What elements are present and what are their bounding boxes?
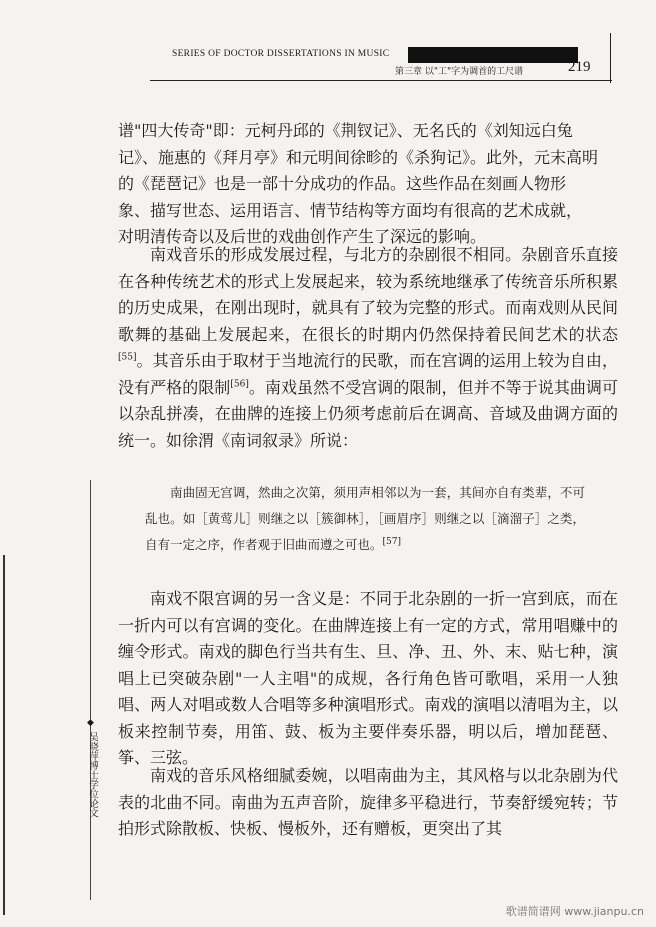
text-line: 象、描写世态、运用语言、情节结构等方面均有很高的艺术成就， — [118, 200, 583, 220]
quote-text: 南曲固无宫调，然曲之次第，须用声相邻以为一套，其间亦自有类辈，不可乱也。如［黄莺儿］则继之以［簇御林］，［画眉序］则继之以［滴溜子］之类，自有一定之序，作者观于旧曲而遵之可也。 — [145, 485, 585, 552]
footnote-ref: [55] — [118, 352, 137, 363]
paragraph-text: 南戏不限宫调的另一含义是：不同于北杂剧的一折一宫到底，而在一折内可以有宫调的变化。在曲牌连接上有一定的方式，常用唱赚中的缠令形式。南戏的脚色行当共有生、旦、净、丑、外、末、贴七种，演唱上已突破杂剧"一人主唱"的成规，各行角色皆可歌唱，采用一人独唱、两人对唱或数人合唱等多种演唱形式。南戏的演唱以清唱为主，以板来控制节奏，用笛、鼓、板为主要伴奏乐器，明以后，增加琵琶、筝、三弦。 — [118, 589, 618, 767]
text-line: 对明清传奇以及后世的戏曲创作产生了深远的影响。 — [118, 227, 487, 246]
side-rule — [90, 480, 91, 900]
text-run: 南戏音乐的形成发展过程，与北方的杂剧很不相同。杂剧音乐直接在各种传统艺术的形式上发展起来，较为系统地继承了传统音乐所积累的历史成果，在刚出现时，就具有了较为完整的形式。而南戏则从民间歌舞的基础上发展起来，在很长的时期内仍然保持着民间艺术的状态 — [118, 245, 618, 344]
footnote-ref: [56] — [230, 379, 249, 390]
chapter-title: 第三章 以"工"字为调首的工尺谱 — [395, 67, 524, 77]
text-run: 。南戏虽然不受宫调的限制，但并不等于说其曲调可以杂乱拼凑，在曲牌的连接上仍须考虑前后在调高、音域及曲调方面的统一。如徐渭《南词叙录》所说： — [118, 377, 618, 450]
diamond-icon: ◆ — [87, 718, 94, 728]
paragraph-text: 南戏的音乐风格细腻委婉，以唱南曲为主，其风格与以北杂剧为代表的北曲不同。南曲为五声音阶，旋律多平稳进行，节奏舒缓宛转；节拍形式除散板、快板、慢板外，还有赠板，更突出了其 — [118, 766, 618, 838]
text-line: 的《琵琶记》也是一部十分成功的作品。这些作品在刻画人物形 — [118, 174, 567, 193]
text-line: 记》、施惠的《拜月亭》和元明间徐畛的《杀狗记》。此外，元末高明 — [118, 147, 599, 167]
running-header — [150, 45, 620, 85]
page-number: 219 — [568, 59, 591, 75]
paragraph-1 — [118, 118, 618, 251]
watermark: 歌谱简谱网 www.jianpu.cn — [505, 905, 644, 918]
paragraph-2 — [118, 242, 618, 454]
text-run: 。其音乐由于取材于当地流行的民歌，而在宫调的运用上较为自由，没有严格的限制 — [118, 351, 618, 397]
block-quote — [145, 480, 585, 558]
side-caption: 吴晓萍博士学位论文 — [87, 732, 98, 818]
header-vertical-rule — [610, 33, 611, 83]
redaction-bar — [408, 47, 578, 63]
footnote-ref: [57] — [382, 536, 401, 547]
page-edge-line — [3, 555, 5, 915]
text-line: 谱"四大传奇"即：元柯丹邱的《荆钗记》、无名氏的《刘知远白兔 — [118, 121, 573, 140]
header-rule — [150, 80, 612, 81]
series-title: SERIES OF DOCTOR DISSERTATIONS IN MUSIC — [172, 49, 390, 59]
paragraph-3 — [118, 586, 618, 772]
paragraph-4 — [118, 763, 618, 843]
